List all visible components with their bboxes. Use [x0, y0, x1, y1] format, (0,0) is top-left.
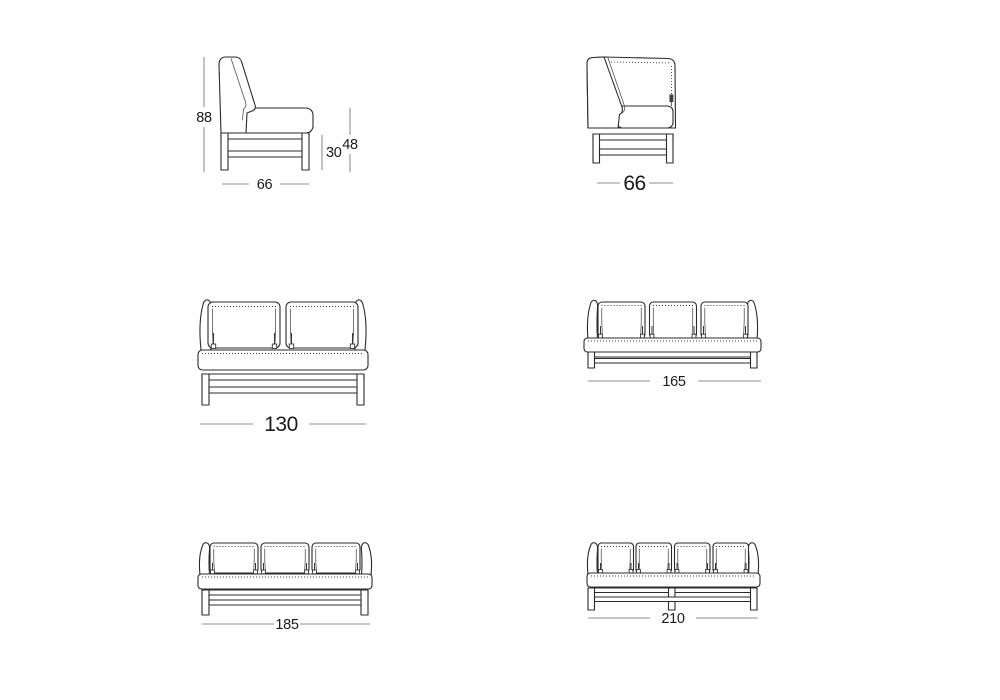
dimension-label-base-height: 30 [326, 145, 342, 161]
dimension-label-width: 165 [662, 374, 686, 390]
back-cushion [208, 302, 280, 348]
dimension-seat-height [342, 108, 358, 172]
back-cushion [675, 543, 711, 573]
view-bench-three-cushions-wide [192, 538, 382, 638]
dimension-label-width: 130 [264, 413, 298, 436]
back-cushion [598, 543, 634, 573]
bench-two-cushions-drawing [188, 293, 378, 441]
base-frame [593, 134, 673, 163]
dimension-label-seat-height: 48 [342, 137, 358, 153]
back-cushion [598, 302, 645, 338]
dimension-label-width: 210 [661, 611, 685, 627]
view-bench-three-cushions [580, 295, 770, 393]
dimension-depth [597, 172, 673, 195]
dimension-width [200, 413, 366, 436]
base-frame [202, 374, 364, 405]
base-frame [202, 590, 368, 615]
bench-three-cushions-wide-drawing [192, 538, 382, 638]
dimension-base-height [322, 135, 342, 170]
dimension-overall-height [196, 57, 212, 172]
seat-cushion [584, 338, 761, 352]
armless-module-side-drawing [185, 45, 365, 197]
back-cushion [286, 302, 358, 348]
seat-cushion [198, 350, 368, 370]
seat-cushion [587, 573, 760, 587]
back-cushion [261, 543, 309, 573]
view-bench-four-cushions [580, 538, 770, 630]
dimension-depth [222, 177, 309, 193]
back-cushion [210, 543, 258, 573]
dimension-width [588, 611, 758, 627]
base-frame [588, 588, 757, 610]
dimension-width [588, 374, 761, 390]
bench-four-cushions-drawing [580, 538, 770, 630]
back-cushion [650, 302, 697, 338]
dimension-width [202, 617, 370, 633]
seat-cushion [198, 574, 372, 589]
dimension-label-depth: 66 [623, 172, 646, 195]
view-corner-module-side [575, 45, 755, 197]
back-cushion [701, 302, 748, 338]
view-armless-module-side [185, 45, 365, 197]
base-frame [588, 352, 757, 368]
back-cushion [713, 543, 749, 573]
back-cushion [636, 543, 672, 573]
bench-three-cushions-drawing [580, 295, 770, 393]
dimension-label-depth: 66 [256, 177, 273, 193]
dimension-label-width: 185 [275, 617, 299, 633]
back-cushion [312, 543, 360, 573]
view-bench-two-cushions [188, 293, 378, 441]
seat-cushion [617, 106, 673, 128]
dimension-label-overall-height: 88 [196, 110, 212, 126]
base-frame [221, 133, 309, 170]
corner-module-side-drawing [575, 45, 755, 197]
